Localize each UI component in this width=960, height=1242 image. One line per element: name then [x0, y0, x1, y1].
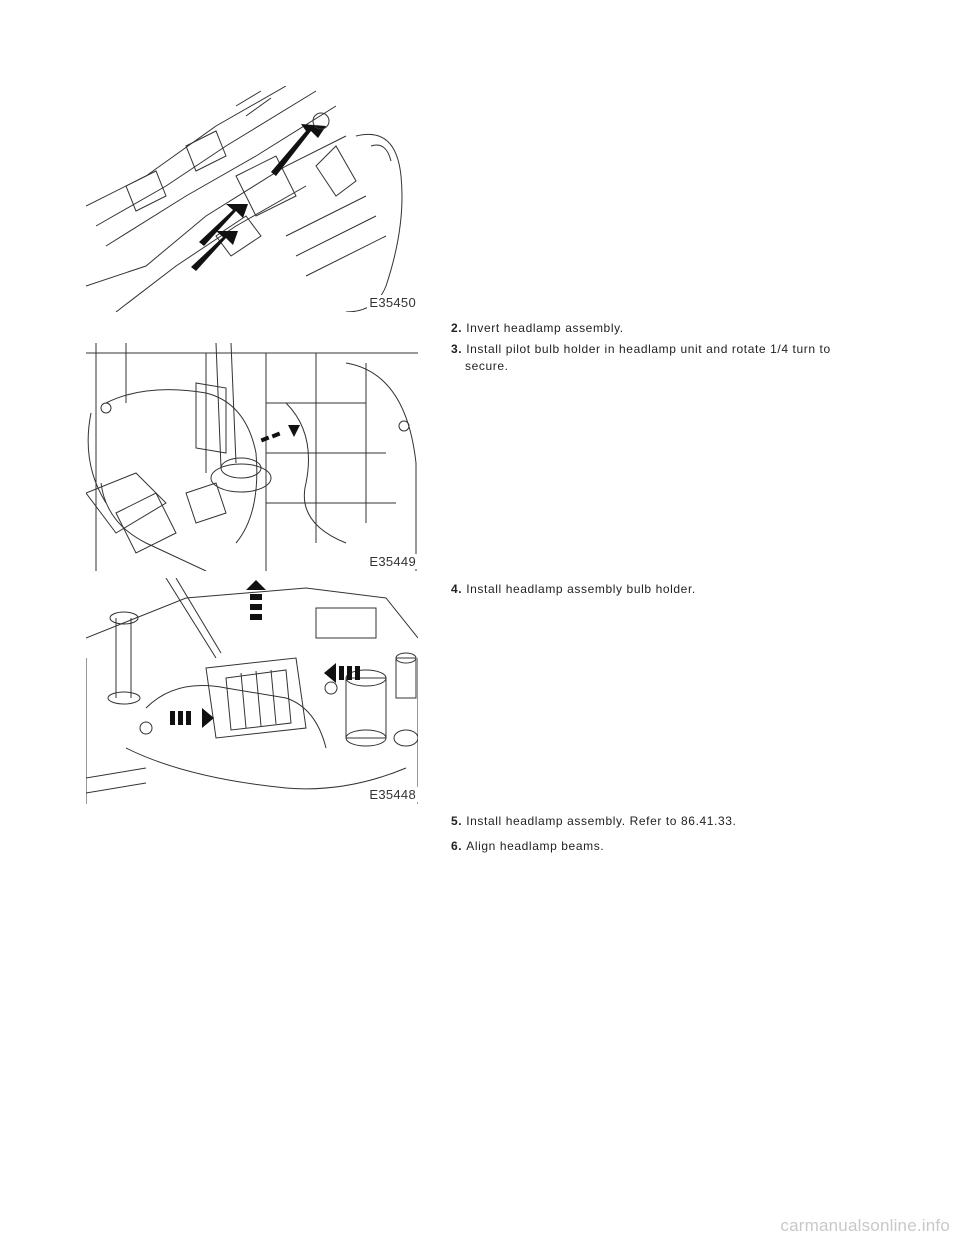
step-4	[451, 581, 901, 598]
step-number: 5.	[451, 814, 463, 828]
step-text: Install headlamp assembly. Refer to 86.41.33.	[466, 814, 737, 828]
illustration-e35448	[86, 578, 418, 804]
step-text: Install headlamp assembly bulb holder.	[466, 582, 696, 596]
illustration-e35449	[86, 343, 418, 571]
figure-id-label: E35449	[369, 554, 416, 569]
step-number: 6.	[451, 839, 463, 853]
step-6	[451, 838, 901, 855]
watermark: carmanualsonline.info	[780, 1216, 950, 1235]
step-number: 4.	[451, 582, 463, 596]
step-2	[451, 320, 901, 337]
headlamp-clips-drawing	[86, 86, 418, 312]
step-text-continued: secure.	[465, 359, 509, 373]
step-number: 2.	[451, 321, 463, 335]
step-number: 3.	[451, 342, 463, 356]
step-text: Align headlamp beams.	[466, 839, 605, 853]
step-text: Invert headlamp assembly.	[466, 321, 624, 335]
illustration-e35450	[86, 86, 418, 312]
step-text: Install pilot bulb holder in headlamp unit and rotate 1/4 turn to	[466, 342, 831, 356]
figure-id-label: E35448	[369, 787, 416, 802]
step-3	[451, 341, 901, 375]
figure-id-label: E35450	[369, 295, 416, 310]
pilot-bulb-holder-drawing	[86, 343, 418, 571]
step-5	[451, 813, 901, 830]
bulb-holder-drawing	[86, 578, 418, 804]
